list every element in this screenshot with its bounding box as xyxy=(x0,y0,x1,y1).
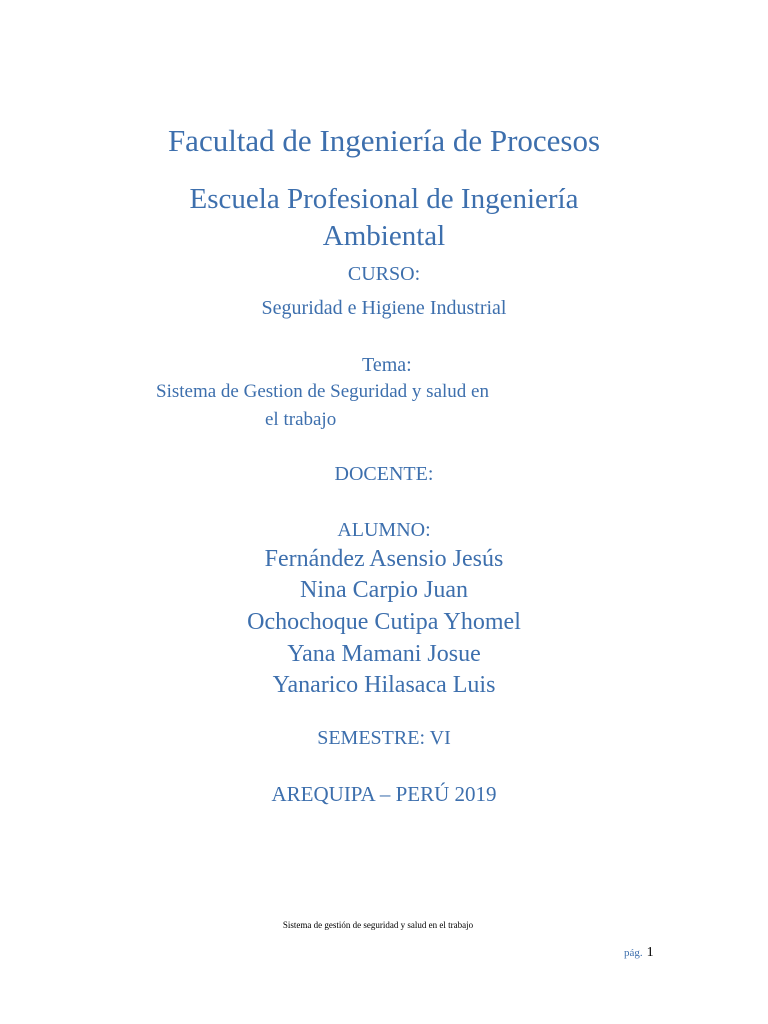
topic-line1: Sistema de Gestion de Seguridad y salud en xyxy=(156,381,489,402)
place-year: AREQUIPA – PERÚ 2019 xyxy=(271,782,497,806)
page-number xyxy=(624,944,654,961)
students-label: ALUMNO: xyxy=(337,519,431,541)
course-name: Seguridad e Higiene Industrial xyxy=(261,297,507,319)
semester-label: SEMESTRE: VI xyxy=(317,727,451,749)
student-name: Nina Carpio Juan xyxy=(300,577,468,603)
footer-text: Sistema de gestión de seguridad y salud en el trabajo xyxy=(282,920,474,930)
page-label: pág. xyxy=(624,947,643,959)
student-name: Fernández Asensio Jesús xyxy=(264,546,504,572)
faculty-title: Facultad de Ingeniería de Procesos xyxy=(167,123,601,158)
school-title-line1: Escuela Profesional de Ingeniería xyxy=(189,183,579,215)
school-title-line2: Ambiental xyxy=(322,220,446,252)
page-value: 1 xyxy=(646,945,654,960)
student-name: Yanarico Hilasaca Luis xyxy=(272,672,496,698)
student-name: Yana Mamani Josue xyxy=(287,641,481,667)
topic-label: Tema: xyxy=(362,354,412,376)
topic-line2: el trabajo xyxy=(265,409,337,430)
course-label: CURSO: xyxy=(347,263,421,285)
student-name: Ochochoque Cutipa Yhomel xyxy=(247,609,521,635)
teacher-label: DOCENTE: xyxy=(334,463,434,485)
